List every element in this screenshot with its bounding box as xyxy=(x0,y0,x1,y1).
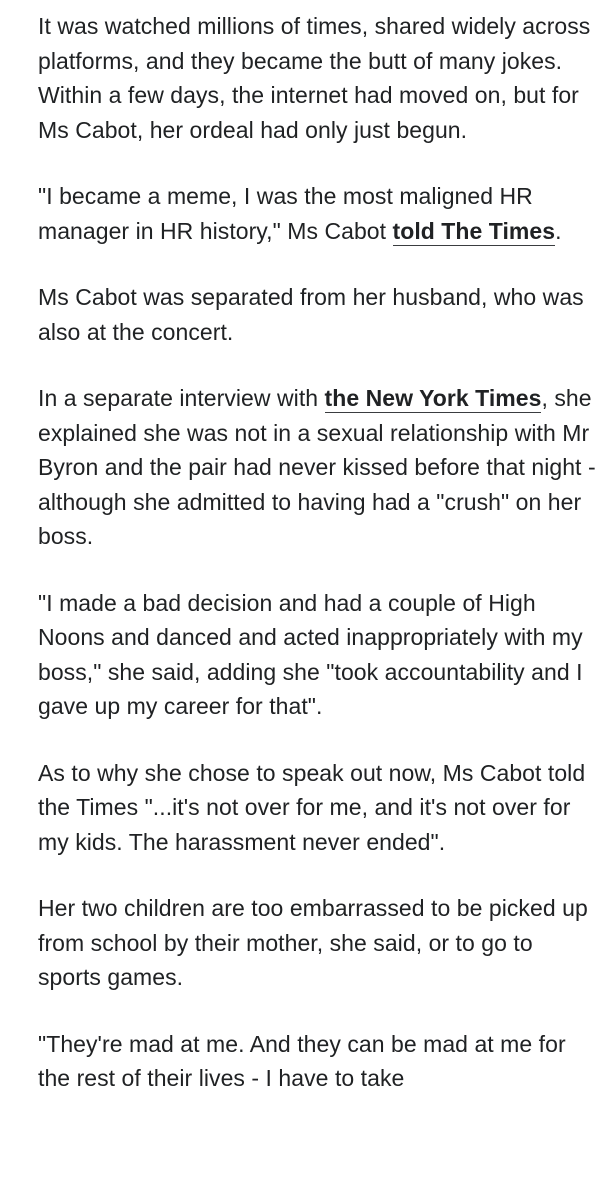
paragraph-4 xyxy=(38,381,598,554)
new-york-times-link[interactable]: the New York Times xyxy=(324,385,542,411)
paragraph-2-end: . xyxy=(555,217,562,244)
told-the-times-link[interactable]: told The Times xyxy=(392,217,556,244)
paragraph-4-text: In a separate interview with xyxy=(38,385,325,411)
paragraph-6: As to why she chose to speak out now, Ms Cabot told the Times "...it's not over for me, and it's not over for my kids. The harassment never ended". xyxy=(38,759,586,855)
paragraph-1: It was watched millions of times, shared widely across platforms, and they became the butt of many jokes. Within a few days, the internet had moved on, but for Ms Cabot, her ordeal had only just begun. xyxy=(38,13,591,143)
paragraph-5: "I made a bad decision and had a couple of High Noons and danced and acted inappropriately with my boss," she said, adding she "took accountability and I gave up my career for that". xyxy=(38,589,583,719)
paragraph-8: "They're mad at me. And they can be mad at me for the rest of their lives - I have to take xyxy=(38,1030,566,1091)
article-body xyxy=(38,0,598,1128)
paragraph-2 xyxy=(38,179,598,248)
paragraph-4-rest: , she explained she was not in a sexual relationship with Mr Byron and the pair had never kissed before that night - although she admitted to having had a "crush" on her boss. xyxy=(38,385,596,549)
paragraph-3: Ms Cabot was separated from her husband, who was also at the concert. xyxy=(38,284,584,345)
paragraph-2-text: "I became a meme, I was the most maligned HR manager in HR history," Ms Cabot xyxy=(38,183,533,244)
paragraph-7: Her two children are too embarrassed to be picked up from school by their mother, she said, or to go to sports games. xyxy=(38,895,588,990)
